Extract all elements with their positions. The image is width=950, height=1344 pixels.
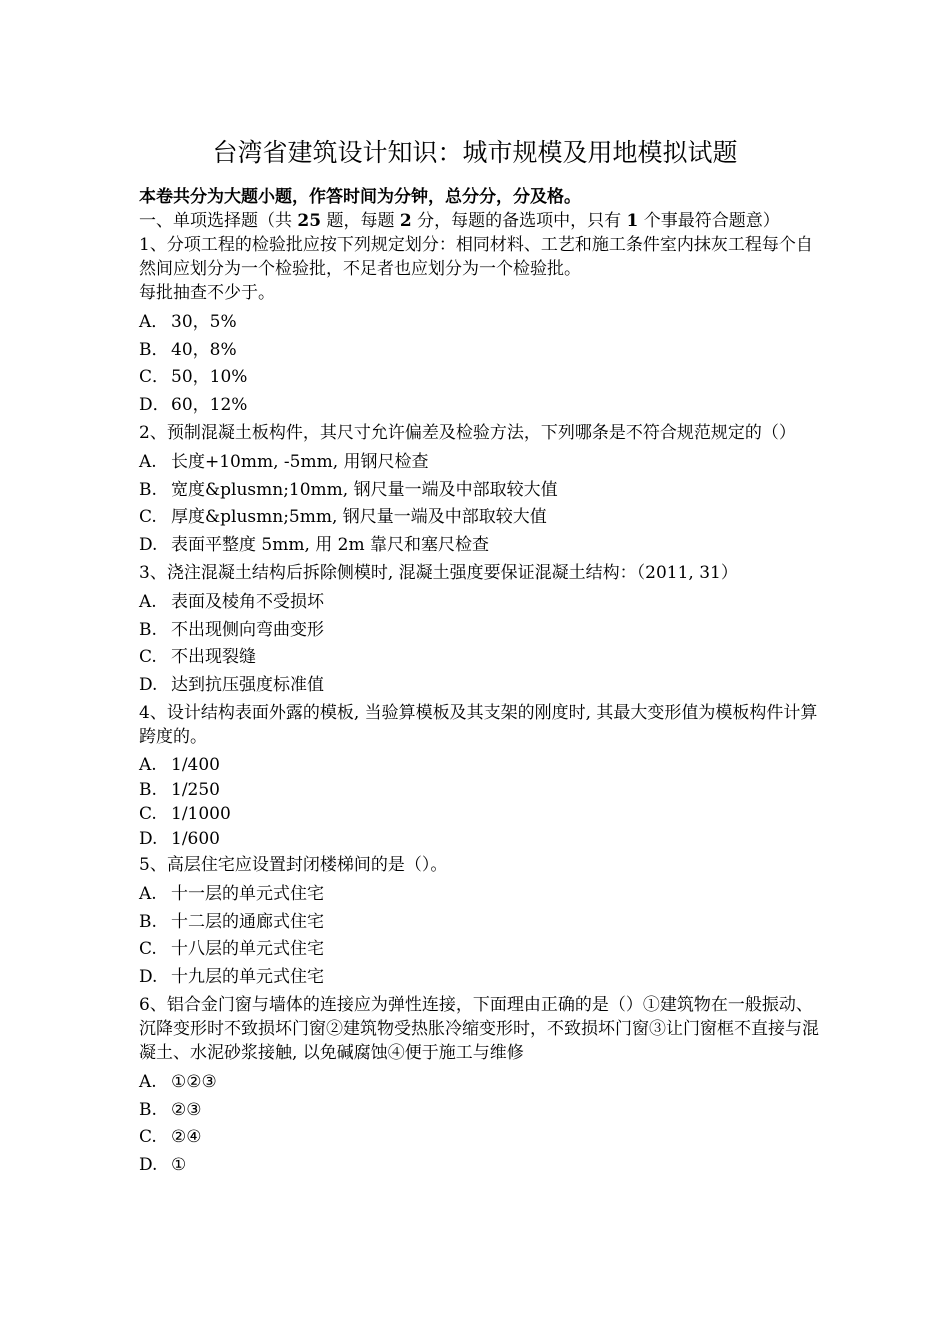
option-b (139, 909, 819, 937)
option-text: 长度+10mm, -5mm, 用钢尺检查 (171, 452, 429, 472)
option-d (139, 392, 819, 420)
exam-intro: 本卷共分为大题小题，作答时间为分钟，总分分，分及格。 (139, 187, 581, 207)
question-5 (139, 853, 819, 991)
option-letter: D. (139, 534, 158, 555)
option-c (139, 644, 819, 672)
option-b (139, 617, 819, 645)
option-text: 1/250 (171, 779, 220, 800)
correct-count: 1 (626, 211, 639, 231)
question-stem: 6、铝合金门窗与墙体的连接应为弹性连接，下面理由正确的是（）①建筑物在一般振动、沉降变形时不致损坏门窗②建筑物受热胀冷缩变形时，不致损坏门窗③让门窗框不直接与混凝土、水泥砂浆接触, 以免碱腐蚀④便于施工与维修 (139, 995, 819, 1063)
option-letter: D. (139, 828, 158, 849)
option-d (139, 827, 819, 852)
option-text: 1/1000 (171, 804, 231, 824)
option-text: 十一层的单元式住宅 (171, 884, 324, 904)
page-title: 台湾省建筑设计知识：城市规模及用地模拟试题 (212, 138, 738, 167)
option-b (139, 337, 819, 365)
option-c (139, 364, 819, 392)
option-text: 表面及棱角不受损坏 (171, 592, 324, 612)
option-text: 1/600 (171, 828, 220, 849)
option-letter: D. (139, 1154, 158, 1175)
option-d (139, 964, 819, 992)
option-letter: A． (139, 312, 169, 332)
question-score: 2 (399, 211, 412, 231)
option-b (139, 778, 819, 803)
question-stem-continued: 每批抽查不少于。 (139, 283, 275, 303)
option-list (139, 881, 819, 991)
option-c (139, 802, 819, 827)
section-heading (139, 209, 819, 233)
section-mid1: 题，每题 (321, 211, 400, 231)
question-4 (139, 701, 819, 851)
option-letter: A. (139, 1072, 157, 1092)
option-text: 不出现裂缝 (171, 647, 256, 667)
question-stem: 4、设计结构表面外露的模板, 当验算模板及其支架的刚度时, 其最大变形值为模板构件计算跨度的。 (139, 703, 818, 747)
option-letter: D． (139, 394, 170, 415)
option-letter: A. (139, 452, 157, 472)
option-letter: B. (139, 1099, 157, 1120)
option-letter: C. (139, 804, 157, 824)
option-c (139, 936, 819, 964)
option-c (139, 1124, 819, 1152)
option-letter: B. (139, 619, 157, 640)
option-letter: D. (139, 674, 158, 695)
question-stem: 5、高层住宅应设置封闭楼梯间的是（）。 (139, 855, 448, 875)
option-text: 达到抗压强度标准值 (171, 674, 324, 695)
question-1 (139, 233, 819, 419)
option-a (139, 449, 819, 477)
option-text: 宽度&plusmn;10mm, 钢尺量一端及中部取较大值 (171, 479, 558, 500)
question-2 (139, 421, 819, 559)
option-letter: B. (139, 911, 157, 932)
option-b (139, 1097, 819, 1125)
option-letter: A. (139, 755, 157, 775)
option-text: 不出现侧向弯曲变形 (171, 619, 324, 640)
option-list (139, 589, 819, 699)
option-letter: C. (139, 1127, 157, 1147)
option-letter: B. (139, 779, 157, 800)
question-6 (139, 993, 819, 1179)
question-count: 25 (297, 211, 322, 231)
option-text: ②④ (171, 1127, 202, 1147)
option-letter: A. (139, 592, 157, 612)
option-letter: A. (139, 884, 157, 904)
option-list (139, 309, 819, 419)
option-a (139, 589, 819, 617)
question-stem: 1、分项工程的检验批应按下列规定划分：相同材料、工艺和施工条件室内抹灰工程每个自然间应划分为一个检验批，不足者也应划分为一个检验批。 (139, 235, 813, 279)
section-mid2: 分，每题的备选项中，只有 (411, 211, 627, 231)
option-text: 表面平整度 5mm, 用 2m 靠尺和塞尺检查 (171, 534, 490, 555)
option-d (139, 1152, 819, 1180)
option-list (139, 449, 819, 559)
option-letter: C. (139, 507, 157, 527)
option-a (139, 1069, 819, 1097)
option-text: 50，10% (171, 367, 248, 387)
option-a (139, 309, 819, 337)
document-body (139, 185, 819, 1181)
option-letter: C. (139, 647, 157, 667)
option-list (139, 753, 819, 851)
question-stem: 2、预制混凝土板构件，其尺寸允许偏差及检验方法，下列哪条是不符合规范规定的（） (139, 423, 796, 443)
option-text: 40，8% (171, 339, 237, 360)
option-text: 60，12% (171, 394, 248, 415)
option-text: 十二层的通廊式住宅 (171, 911, 324, 932)
option-letter: D. (139, 966, 158, 987)
option-text: 厚度&plusmn;5mm, 钢尺量一端及中部取较大值 (171, 507, 547, 527)
option-d (139, 532, 819, 560)
option-text: 十九层的单元式住宅 (171, 966, 324, 987)
option-text: ②③ (171, 1099, 202, 1120)
option-list (139, 1069, 819, 1179)
option-text: ①②③ (171, 1072, 217, 1092)
option-letter: C. (139, 939, 157, 959)
section-suffix: 个事最符合题意） (638, 211, 780, 231)
question-stem: 3、浇注混凝土结构后拆除侧模时, 混凝土强度要保证混凝土结构：（2011, 31） (139, 563, 738, 583)
option-letter: C． (139, 367, 170, 387)
option-letter: B． (139, 339, 169, 360)
question-3 (139, 561, 819, 699)
option-b (139, 477, 819, 505)
option-text: ① (171, 1154, 187, 1175)
option-text: 十八层的单元式住宅 (171, 939, 324, 959)
option-text: 30，5% (171, 312, 237, 332)
option-a (139, 753, 819, 778)
option-d (139, 672, 819, 700)
option-c (139, 504, 819, 532)
option-a (139, 881, 819, 909)
option-text: 1/400 (171, 755, 220, 775)
option-letter: B. (139, 479, 157, 500)
section-prefix: 一、单项选择题（共 (139, 211, 298, 231)
